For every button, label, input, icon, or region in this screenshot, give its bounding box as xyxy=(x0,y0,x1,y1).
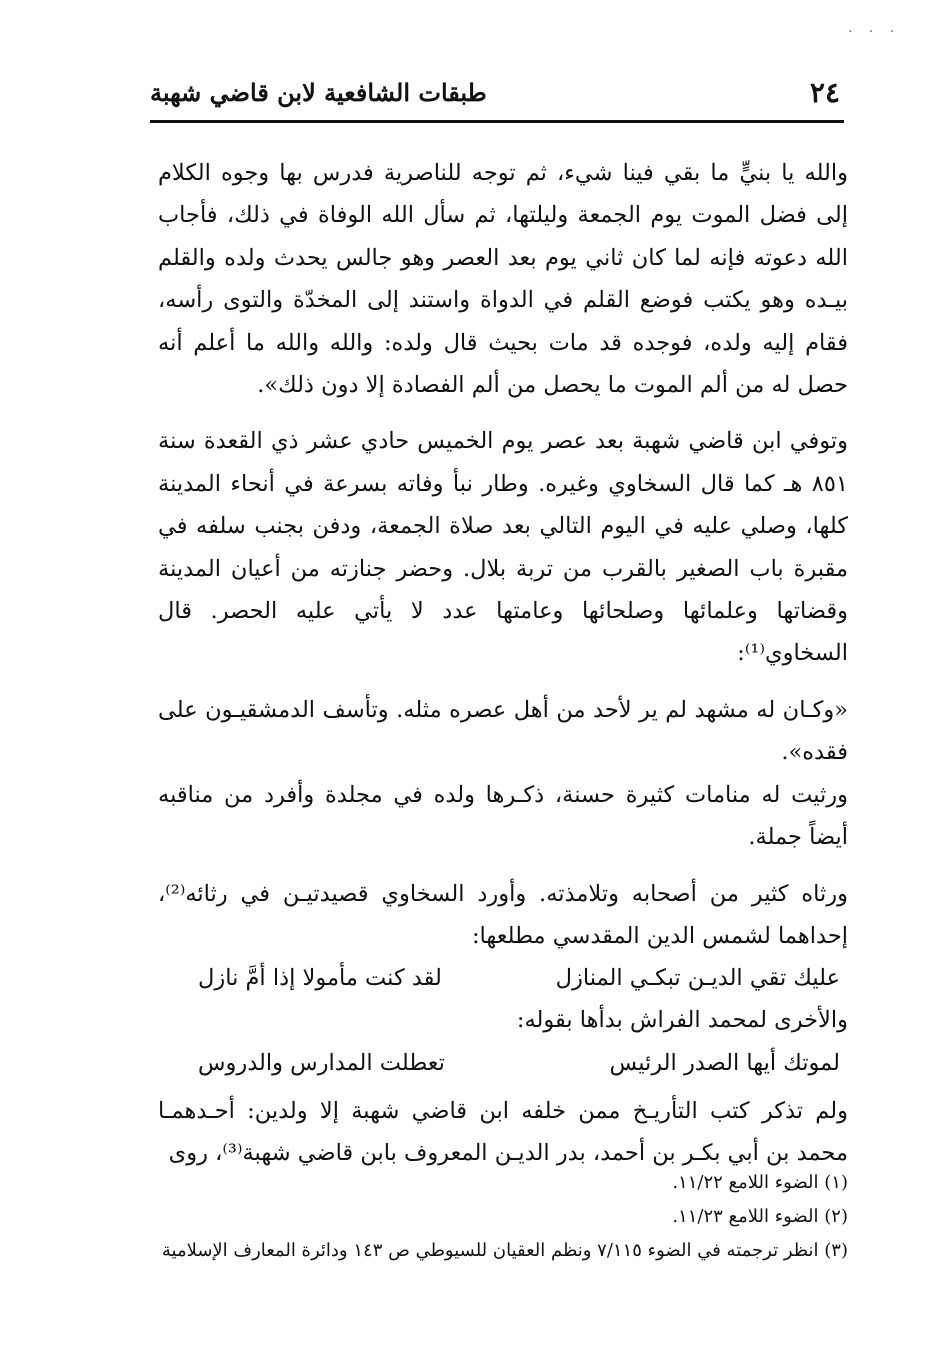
paragraph-4: ورثاه كثير من أصحابه وتلامذته. وأورد السخاوي قصيدتيـن في رثائه⁽²⁾، إحداهما لشمس الدين المقدسي مطلعها: xyxy=(158,880,848,949)
verse-2-hemistich-1: لموتك أيها الصدر الرئيس xyxy=(609,1049,840,1076)
paragraph-3: ورثيت له منامات كثيرة حسنة، ذكـرها ولده في مجلدة وأفرد من مناقبه أيضاً جملة. xyxy=(158,781,848,851)
final-paragraph: ولم تذكر كتب التأريـخ ممن خلفه ابن قاضي شهبة إلا ولدين: أحـدهمـا محمد بن أبي بكـر بن أحمد، بدر الديـن المعروف بابن قاضي شهبة⁽³⁾، روى xyxy=(158,1097,848,1167)
footnote-2: (٢) الضوء اللامع ١١/٢٣. xyxy=(672,1206,848,1227)
verse-1-hemistich-2: لقد كنت مأمولا إذا أمَّ نازل xyxy=(198,965,442,992)
footnote-3: (٣) انظر ترجمته في الضوء ٧/١١٥ ونظم العقيان للسيوطي ص ١٤٣ ودائرة المعارف الإسلامية xyxy=(161,1240,848,1261)
running-title: طبقات الشافعية لابن قاضي شهبة xyxy=(150,78,487,107)
scan-speckles: · · · xyxy=(848,24,901,40)
footnote-1: (١) الضوء اللامع ١١/٢٢. xyxy=(672,1172,848,1193)
header-rule xyxy=(150,120,844,123)
page-header xyxy=(150,72,840,112)
main-text xyxy=(158,152,848,1175)
quotation: «وكـان له مشهد لم ير لأحد من أهل عصره مثله. وتأسف الدمشقيـون على فقده». xyxy=(158,696,848,766)
verse-2-intro: والأخرى لمحمد الفراش بدأها بقوله: xyxy=(516,1007,848,1034)
verse-line-1 xyxy=(158,957,848,999)
verse-2-hemistich-2: تعطلت المدارس والدروس xyxy=(198,1049,445,1076)
verse-1-hemistich-1: عليك تقي الديـن تبكـي المنازل xyxy=(555,965,840,992)
paragraph-1: والله يا بنيٍّ ما بقي فينا شيء، ثم توجه للناصرية فدرس بها وجوه الكلام إلى فضل الموت يوم الجمعة وليلتها، ثم سأل الله الوفاة في ذلك، فأجاب الله دعوته فإنه لما كان ثاني يوم بعد العصر وهو جالس يحدث ولده والقلم بيـده وهو يكتب فوضع القلم في الدواة واستند إلى المخدّة والتوى رأسه، فقام إليه ولده، فوجده قد مات بحيث قال ولده: والله والله ما أعلم أنه حصل له من ألم الموت ما يحصل من ألم الفصادة إلا دون ذلك». xyxy=(158,160,848,399)
verse-line-2 xyxy=(158,1042,848,1084)
page-number: ٢٤ xyxy=(809,76,840,109)
footnotes xyxy=(158,1166,848,1268)
paragraph-2: وتوفي ابن قاضي شهبة بعد عصر يوم الخميس حادي عشر ذي القعدة سنة ٨٥١ هـ كما قال السخاوي وغيره. وطار نبأ وفاته بسرعة في أنحاء المدينة كلها، وصلي عليه في اليوم التالي بعد صلاة الجمعة، ودفن بجنب سلفه في مقبرة باب الصغير بالقرب من تربة بلال. وحضر جنازته من أعيان المدينة وقضاتها وعلمائها وصلحائها وعامتها عدد لا يأتي عليه الحصر. قال السخاوي⁽¹⁾: xyxy=(158,428,848,667)
